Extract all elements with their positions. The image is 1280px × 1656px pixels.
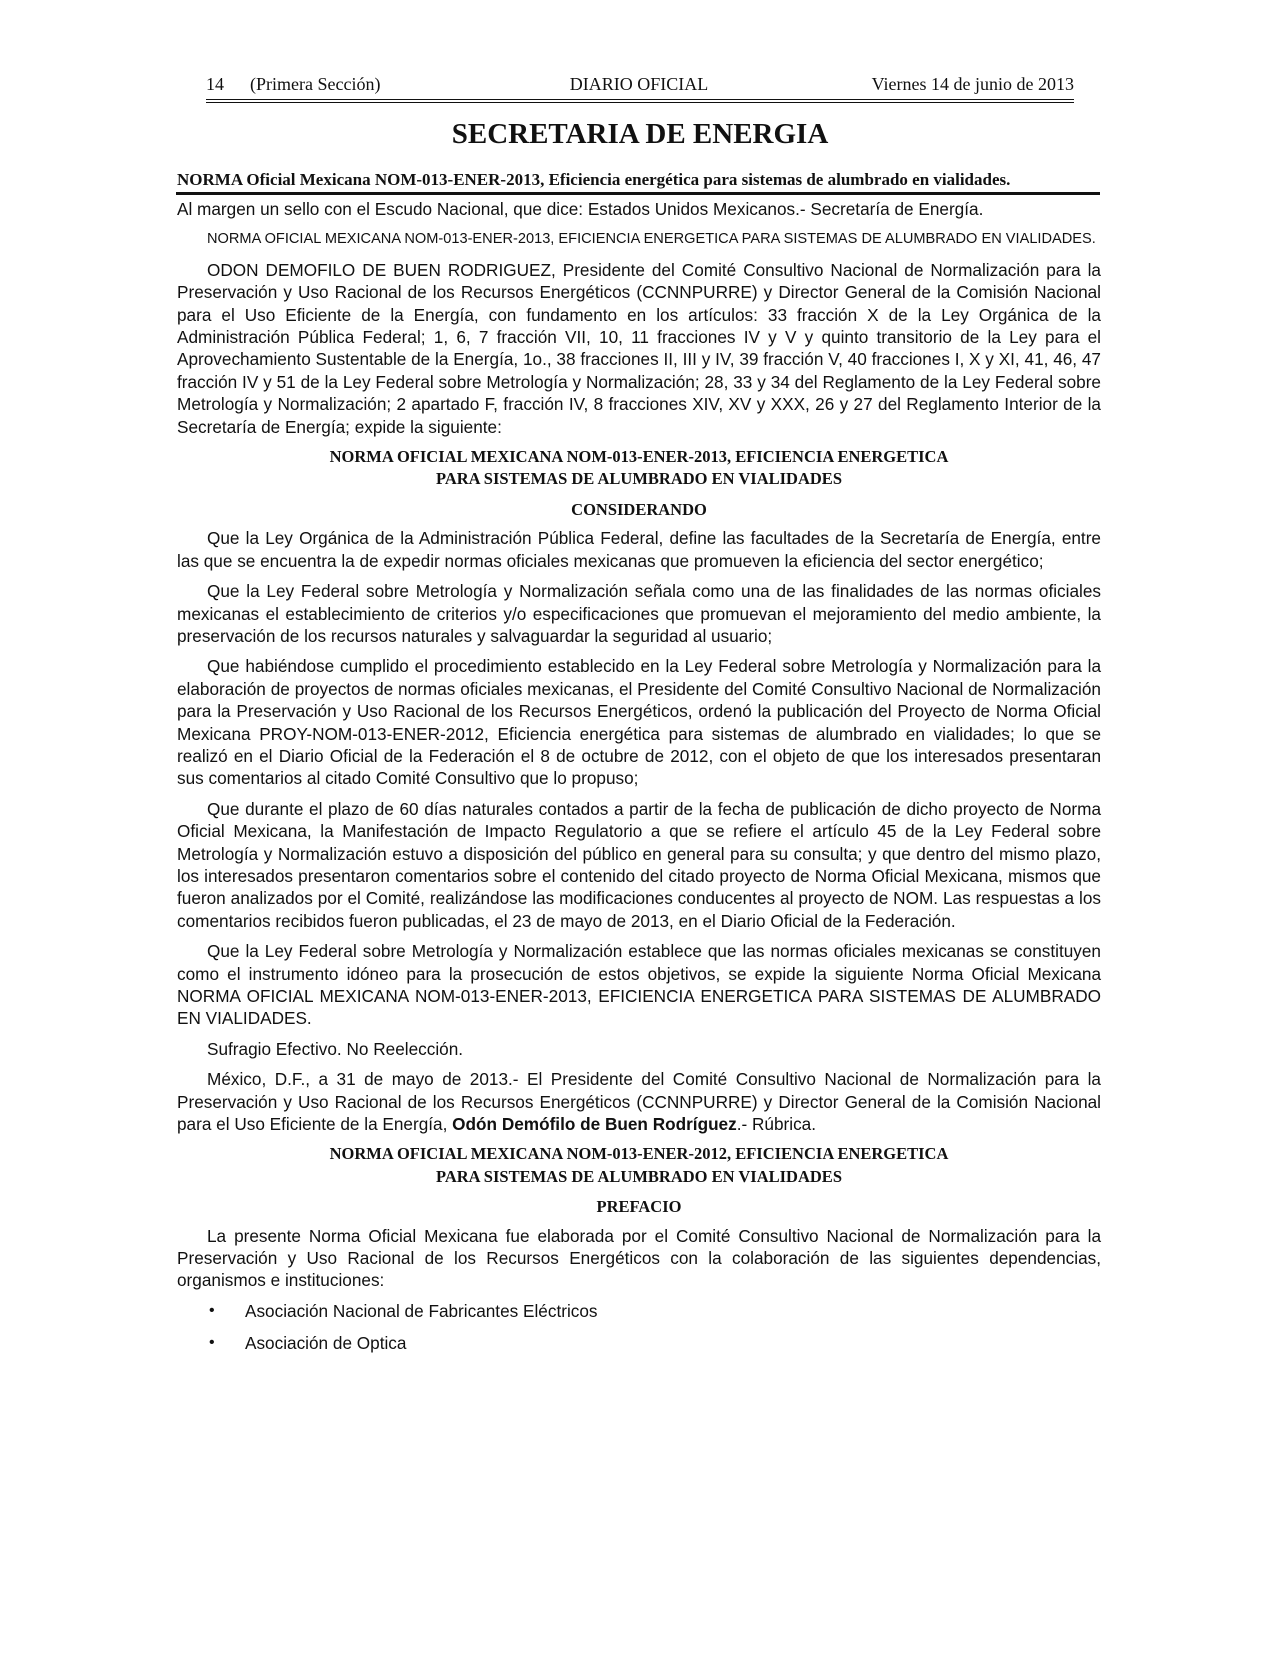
secretaria-title: SECRETARIA DE ENERGIA [451,118,829,150]
heading-line: NORMA OFICIAL MEXICANA NOM-013-ENER-2012, EFICIENCIA ENERGETICA [329,1144,949,1164]
list-item [177,1332,1101,1354]
bullet-icon: • [209,1334,215,1352]
norma-heading-2013 [177,446,1101,491]
margin-note: Al margen un sello con el Escudo Nacional, que dice: Estados Unidos Mexicanos.- Secretaría de Energía. [177,199,984,219]
considerando-heading: CONSIDERANDO [571,499,707,519]
title-rule [176,192,1100,195]
heading-line: PARA SISTEMAS DE ALUMBRADO EN VIALIDADES [435,469,842,489]
caps-title: NORMA OFICIAL MEXICANA NOM-013-ENER-2013, EFICIENCIA ENERGETICA PARA SISTEMAS DE ALUMBRADO EN VIALIDADES. [207,231,1096,248]
considerando-paragraph: Que la Ley Federal sobre Metrología y Normalización establece que las normas oficiales mexicanas se constituyen como el instrumento idóneo para la prosecución de estos objetivos, se expide la siguiente Norma Oficial Mexicana NORMA OFICIAL MEXICANA NOM-013-ENER-2013, EFICIENCIA ENERGETICA PARA SISTEMAS DE ALUMBRADO EN VIALIDADES. [177,941,1101,1029]
heading-line: NORMA OFICIAL MEXICANA NOM-013-ENER-2013, EFICIENCIA ENERGETICA [329,447,949,467]
norma-heading-2012 [177,1143,1101,1188]
institutions-list [177,1300,1101,1355]
publication-name: DIARIO OFICIAL [569,74,709,94]
prefacio-heading: PREFACIO [596,1197,682,1217]
running-header [206,74,1074,95]
signature-rubrica: .- Rúbrica. [736,1114,816,1135]
list-item [177,1300,1101,1322]
bullet-icon: • [209,1301,215,1319]
document-body [177,198,1101,1365]
list-item-text: Asociación de Optica [245,1333,407,1354]
sufragio-line: Sufragio Efectivo. No Reelección. [207,1038,464,1059]
considerando-paragraph: Que la Ley Orgánica de la Administración Pública Federal, define las facultades de la Secretaría de Energía, entre las que se encuentra la de expedir normas oficiales mexicanas que promueven la eficiencia del sector energético; [177,528,1101,571]
heading-line: PARA SISTEMAS DE ALUMBRADO EN VIALIDADES [435,1166,842,1186]
considerando-paragraph: Que habiéndose cumplido el procedimiento establecido en la Ley Federal sobre Metrología y Normalización para la elaboración de proyectos de normas oficiales mexicanas, el Presidente del Comité Consultivo Nacional de Normalización para la Preservación y Uso Racional de los Recursos Energéticos, ordenó la publicación del Proyecto de Norma Oficial Mexicana PROY-NOM-013-ENER-2012, Eficiencia energética para sistemas de alumbrado en vialidades; lo que se realizó en el Diario Oficial de la Federación el 8 de octubre de 2012, con el objeto de que los interesados presentaran sus comentarios al citado Comité Consultivo que lo propuso; [177,656,1101,789]
considerando-paragraph: Que durante el plazo de 60 días naturales contados a partir de la fecha de publicación de dicho proyecto de Norma Oficial Mexicana, la Manifestación de Impacto Regulatorio a que se refiere el artículo 45 de la Ley Federal sobre Metrología y Normalización estuvo a disposición del público en general para su consulta; y que dentro del mismo plazo, los interesados presentaron comentarios sobre el contenido del citado proyecto de Norma Oficial Mexicana, mismos que fueron analizados por el Comité, realizándose las modificaciones conducentes al proyecto de NOM. Las respuestas a los comentarios recibidos fueron publicadas, el 23 de mayo de 2013, en el Diario Oficial de la Federación. [177,798,1101,931]
preamble-paragraph: ODON DEMOFILO DE BUEN RODRIGUEZ, Presidente del Comité Consultivo Nacional de Normalización para la Preservación y Uso Racional de los Recursos Energéticos (CCNNPURRE) y Director General de la Comisión Nacional para el Uso Eficiente de la Energía, con fundamento en los artículos: 33 fracción X de la Ley Orgánica de la Administración Pública Federal; 1, 6, 7 fracción VII, 10, 11 fracciones IV y V y quinto transitorio de la Ley para el Aprovechamiento Sustentable de la Energía, 1o., 38 fracciones II, III y IV, 39 fracción V, 40 fracciones I, X y XI, 41, 46, 47 fracción IV y 51 de la Ley Federal sobre Metrología y Normalización; 28, 33 y 34 del Reglamento de la Ley Federal sobre Metrología y Normalización; 2 apartado F, fracción IV, 8 fracciones XIV, XV y XXX, 26 y 27 del Reglamento Interior de la Secretaría de Energía; expide la siguiente: [177,259,1101,437]
header-left [206,74,406,95]
page-number: 14 [206,74,224,94]
publication-date: Viernes 14 de junio de 2013 [871,74,1074,94]
signature-paragraph [177,1068,1101,1135]
considerando-paragraph: Que la Ley Federal sobre Metrología y Normalización señala como una de las finalidades de las normas oficiales mexicanas el establecimiento de criterios y/o especificaciones que promuevan el mejoramiento del medio ambiente, la preservación de los recursos naturales y salvaguardar la seguridad al usuario; [177,581,1101,646]
signature-text: México, D.F., a 31 de mayo de 2013.- El Presidente del Comité Consultivo Nacional de Normalización para la Preservación y Uso Racional de los Recursos Energéticos (CCNNPURRE) y Director General de la Comisión Nacional para el Uso Eficiente de la Energía, [177,1069,1101,1135]
signatory-name: Odón Demófilo de Buen Rodríguez [452,1114,737,1135]
list-item-text: Asociación Nacional de Fabricantes Eléctricos [245,1300,598,1321]
section-label: (Primera Sección) [250,74,381,94]
norma-title: NORMA Oficial Mexicana NOM-013-ENER-2013, Eficiencia energética para sistemas de alumbrado en vialidades. [177,170,1011,189]
header-rule [206,99,1074,103]
prefacio-paragraph: La presente Norma Oficial Mexicana fue elaborada por el Comité Consultivo Nacional de Normalización para la Preservación y Uso Racional de los Recursos Energéticos con la colaboración de las siguientes dependencias, organismos e instituciones: [177,1225,1101,1291]
